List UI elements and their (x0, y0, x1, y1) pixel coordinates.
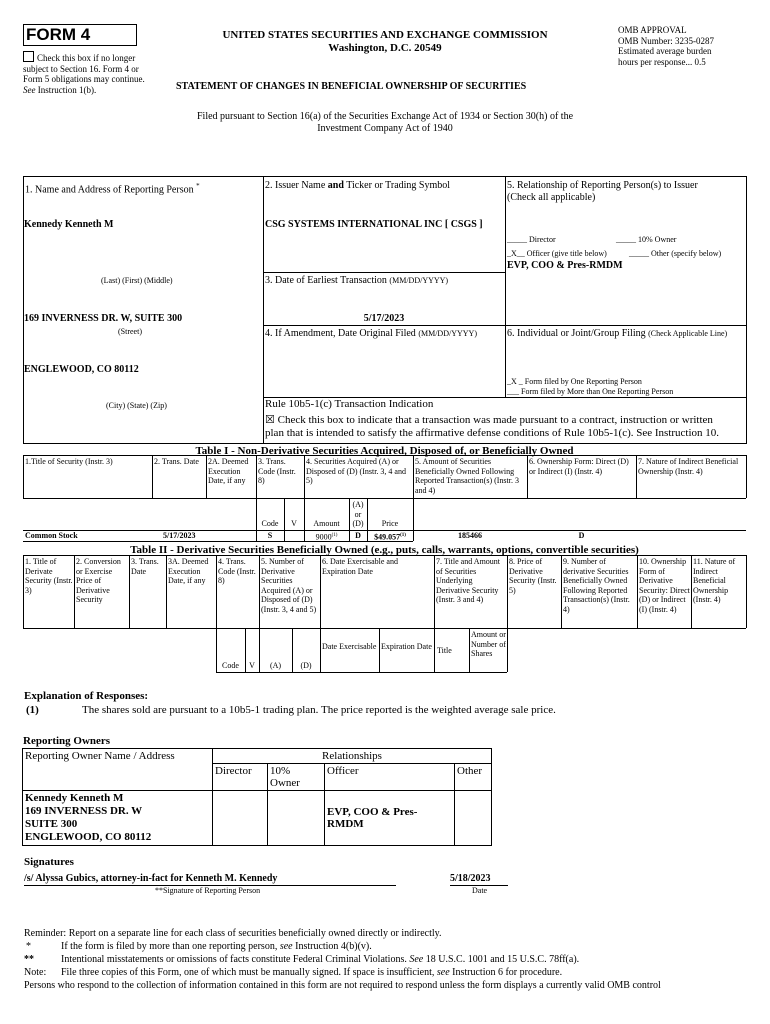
grid-line (507, 555, 508, 672)
t1-sub-code: Code (261, 519, 279, 528)
t1-row-owned: 185466 (458, 531, 482, 540)
footer-star1-mark: * (26, 941, 31, 952)
grid-line (23, 176, 24, 444)
officer-title: EVP, COO & Pres-RMDM (507, 260, 623, 271)
earliest-transaction-date: 5/17/2023 (363, 313, 405, 324)
t1-row-code: S (267, 531, 273, 540)
reporting-owners-heading: Reporting Owners (23, 735, 111, 747)
reporting-owners-table (22, 748, 492, 846)
signature-date: 5/18/2023 (450, 873, 508, 886)
t2-h-underlying: 7. Title and Amount of Securities Underlying Derivative Security (Instr. 3 and 4) (436, 557, 501, 604)
grid-line (263, 272, 505, 273)
grid-line (746, 176, 747, 444)
table1-title: Table I - Non-Derivative Securities Acquired, Disposed of, or Beneficially Owned (195, 445, 574, 457)
name-fields-label: (Last) (First) (Middle) (101, 276, 173, 285)
t1-row-security: Common Stock (25, 531, 78, 540)
box3-label: 3. Date of Earliest Transaction (MM/DD/YYYY) (265, 275, 449, 286)
t2-sub-title: Title (437, 646, 452, 655)
grid-line (505, 176, 506, 397)
grid-line (152, 455, 153, 498)
grid-line (23, 455, 746, 456)
box1-label: 1. Name and Address of Reporting Person * (25, 182, 200, 196)
agency-name: UNITED STATES SECURITIES AND EXCHANGE COMMISSION Washington, D.C. 20549 (222, 29, 548, 54)
t1-row-price: $49.057$^{(1)}$ (374, 532, 406, 542)
grid-line (166, 555, 167, 628)
grid-line (216, 672, 507, 673)
t1-row-aord: D (355, 531, 361, 540)
grid-line (216, 555, 217, 672)
signature-date-label: Date (472, 886, 488, 895)
footer-star2-mark: ** (24, 954, 34, 965)
t2-h-deemed: 3A. Deemed Execution Date, if any (168, 557, 209, 585)
more-than-one-reporting-person-option[interactable]: ___ Form filed by More than One Reporting Person (507, 387, 674, 396)
reporting-person-name: Kennedy Kenneth M (24, 219, 114, 230)
grid-line (129, 555, 130, 628)
t2-h-number: 5. Number of Derivative Securities Acquired (A) or Disposed of (D) (Instr. 3, 4 and 5) (261, 557, 317, 614)
t1-row-amount: 9000$^{(1)}$ (315, 532, 338, 542)
grid-line (23, 555, 24, 628)
t2-sub-expiration: Expiration Date (381, 642, 432, 651)
footer-persons: Persons who respond to the collection of information contained in this form are not required to respond unless the form displays a currently valid OMB control (24, 980, 661, 991)
box6-label: 6. Individual or Joint/Group Filing (Check Applicable Line) (507, 328, 728, 339)
rule-10b5-checkbox[interactable]: ☒ (265, 414, 275, 426)
form-title: FORM 4 (26, 25, 91, 44)
statement-title: STATEMENT OF CHANGES IN BENEFICIAL OWNERSHIP OF SECURITIES (176, 81, 527, 92)
t2-sub-code: Code (222, 661, 239, 670)
relationships-header: Relationships (213, 749, 492, 764)
filed-pursuant: Filed pursuant to Section 16(a) of the Securities Exchange Act of 1934 or Section 30(h) of the Investment Company Act of 1940 (196, 111, 574, 134)
issuer-name: CSG SYSTEMS INTERNATIONAL INC [ CSGS ] (265, 219, 483, 230)
grid-line (263, 176, 264, 444)
grid-line (74, 555, 75, 628)
reporting-person-street: 169 INVERNESS DR. W, SUITE 300 (24, 313, 183, 324)
t2-h-exercisable: 6. Date Exercisable and Expiration Date (322, 557, 398, 576)
signature-label: **Signature of Reporting Person (155, 886, 261, 895)
grid-line (320, 555, 321, 672)
footer-note-text: File three copies of this Form, one of which must be manually signed. If space is insufficient, see Instruction 6 for procedure. (61, 967, 563, 978)
explanation-text: The shares sold are pursuant to a 10b5-1 trading plan. The price reported is the weighted average sale price. (82, 704, 556, 716)
t1-h-acquired: 4. Securities Acquired (A) or Disposed of (D) (Instr. 3, 4 and 5) (306, 457, 406, 485)
grid-line (206, 455, 207, 498)
grid-line (746, 555, 747, 628)
t1-h-owned: 5. Amount of Securities Beneficially Owned Following Reported Transaction(s) (Instr. 3 and 4) (415, 457, 519, 495)
t1-sub-price: Price (381, 519, 399, 528)
director-header: Director (213, 764, 268, 791)
t2-h-form: 10. Ownership Form of Derivative Security: Direct (D) or Indirect (I) (Instr. 4) (639, 557, 690, 614)
grid-line (263, 325, 746, 326)
owner-address: Kennedy Kenneth M 169 INVERNESS DR. W SUITE 300 ENGLEWOOD, CO 80112 (23, 791, 213, 846)
street-label: (Street) (118, 327, 142, 336)
no-longer-subject-checkbox[interactable] (23, 51, 34, 62)
reporting-person-city: ENGLEWOOD, CO 80112 (24, 364, 139, 375)
grid-line (23, 176, 746, 177)
t2-sub-v: V (249, 661, 255, 670)
t1-sub-aord: (A) or (D) (352, 500, 364, 528)
t2-h-title: 1. Title of Derivate Security (Instr. 3) (25, 557, 73, 595)
explanation-heading: Explanation of Responses: (24, 690, 149, 702)
explanation-number: (1) (26, 704, 39, 716)
t2-h-nature: 11. Nature of Indirect Beneficial Ownership (Instr. 4) (693, 557, 736, 604)
box4-label: 4. If Amendment, Date Original Filed (MM/DD/YYYY) (265, 328, 477, 339)
t1-row-date: 5/17/2023 (163, 531, 196, 540)
t2-h-date: 3. Trans. Date (131, 557, 159, 576)
officer-cell: EVP, COO & Pres-RMDM (325, 791, 455, 846)
t2-sub-d: (D) (300, 661, 312, 670)
grid-line (23, 455, 24, 498)
form-title-box (23, 24, 137, 46)
omb-approval: OMB APPROVAL OMB Number: 3235-0287 Estimated average burden hours per response... 0.5 (618, 25, 714, 67)
signatures-heading: Signatures (24, 856, 74, 868)
grid-line (637, 555, 638, 628)
grid-line (746, 455, 747, 498)
other-cell (455, 791, 492, 846)
t1-sub-amount: Amount (313, 519, 340, 528)
t2-h-conversion: 2. Conversion or Exercise Price of Derivative Security (76, 557, 121, 604)
t1-h-deemed: 2A. Deemed Execution Date, if any (208, 457, 249, 485)
no-longer-subject-checkbox-text: Check this box if no longer subject to Section 16. Form 4 or Form 5 obligations may continue. See Instruction 1(b). (23, 53, 145, 95)
officer-option[interactable]: _X__ Officer (give title below) (507, 249, 607, 258)
officer-header: Officer (325, 764, 455, 791)
ten-pct-owner-cell (268, 791, 325, 846)
t2-sub-a: (A) (269, 661, 282, 670)
t2-sub-amount: Amount or Number of Shares (471, 630, 506, 658)
ten-pct-owner-header: 10% Owner (268, 764, 325, 791)
t1-h-form: 6. Ownership Form: Direct (D) or Indirect (I) (Instr. 4) (529, 457, 629, 476)
other-option[interactable]: _____ Other (specify below) (629, 249, 722, 258)
other-header: Other (455, 764, 492, 791)
rule-10b5-text: ☒ Check this box to indicate that a transaction was made pursuant to a contract, instruction or written plan that is intended to satisfy the affirmative defense conditions of Rule 10b5-1(c). See Instruction 10. (265, 414, 720, 439)
grid-line (259, 555, 260, 672)
t2-h-owned: 9. Number of derivative Securities Beneficially Owned Following Reported Transaction(s) (Instr. 4) (563, 557, 630, 614)
grid-line (23, 498, 746, 499)
table2-title: Table II - Derivative Securities Beneficially Owned (e.g., puts, calls, warrants, options, convertible securities) (130, 544, 639, 556)
grid-line (23, 628, 746, 629)
grid-line (691, 555, 692, 628)
t1-h-code: 3. Trans. Code (Instr. 8) (258, 457, 296, 485)
grid-line (23, 541, 413, 542)
grid-line (434, 555, 435, 672)
city-fields-label: (City) (State) (Zip) (106, 401, 167, 410)
t1-sub-v: V (291, 519, 297, 528)
grid-line (413, 455, 414, 541)
director-cell (213, 791, 268, 846)
t1-h-nature: 7. Nature of Indirect Beneficial Ownership (Instr. 4) (638, 457, 739, 476)
grid-line (636, 455, 637, 498)
t1-h-title: 1.Title of Security (Instr. 3) (25, 457, 113, 466)
footer-reminder: Reminder: Report on a separate line for each class of securities beneficially owned directly or indirectly. (24, 928, 442, 939)
grid-line (561, 555, 562, 628)
t1-row-form: D (578, 531, 585, 540)
t2-h-code: 4. Trans. Code (Instr. 8) (218, 557, 256, 585)
ten-pct-owner-option[interactable]: _____ 10% Owner (616, 235, 677, 244)
grid-line (527, 455, 528, 498)
box5-label: 5. Relationship of Reporting Person(s) to Issuer (Check all applicable) (507, 180, 698, 203)
box2-label: 2. Issuer Name and Ticker or Trading Symbol (265, 180, 451, 191)
grid-line (379, 628, 380, 672)
owner-name-header: Reporting Owner Name / Address (23, 749, 213, 791)
rule-10b5-title: Rule 10b5-1(c) Transaction Indication (265, 398, 434, 410)
footer-star2-text: Intentional misstatements or omissions of facts constitute Federal Criminal Violations. See 18 U.S.C. 1001 and 15 U.S.C. 78ff(a). (61, 954, 580, 965)
grid-line (469, 628, 470, 672)
t2-sub-exercisable: Date Exercisable (322, 642, 377, 651)
footer-star1-text: If the form is filed by more than one reporting person, see Instruction 4(b)(v). (61, 941, 372, 952)
t1-h-date: 2. Trans. Date (154, 457, 199, 466)
grid-line (23, 443, 746, 444)
t2-h-price: 8. Price of Derivative Security (Instr. 5) (509, 557, 557, 595)
one-reporting-person-option[interactable]: _X _ Form filed by One Reporting Person (507, 377, 642, 386)
footer-note-mark: Note: (24, 967, 47, 978)
signature: /s/ Alyssa Gubics, attorney-in-fact for Kenneth M. Kennedy (24, 873, 396, 886)
director-option[interactable]: _____ Director (507, 235, 556, 244)
